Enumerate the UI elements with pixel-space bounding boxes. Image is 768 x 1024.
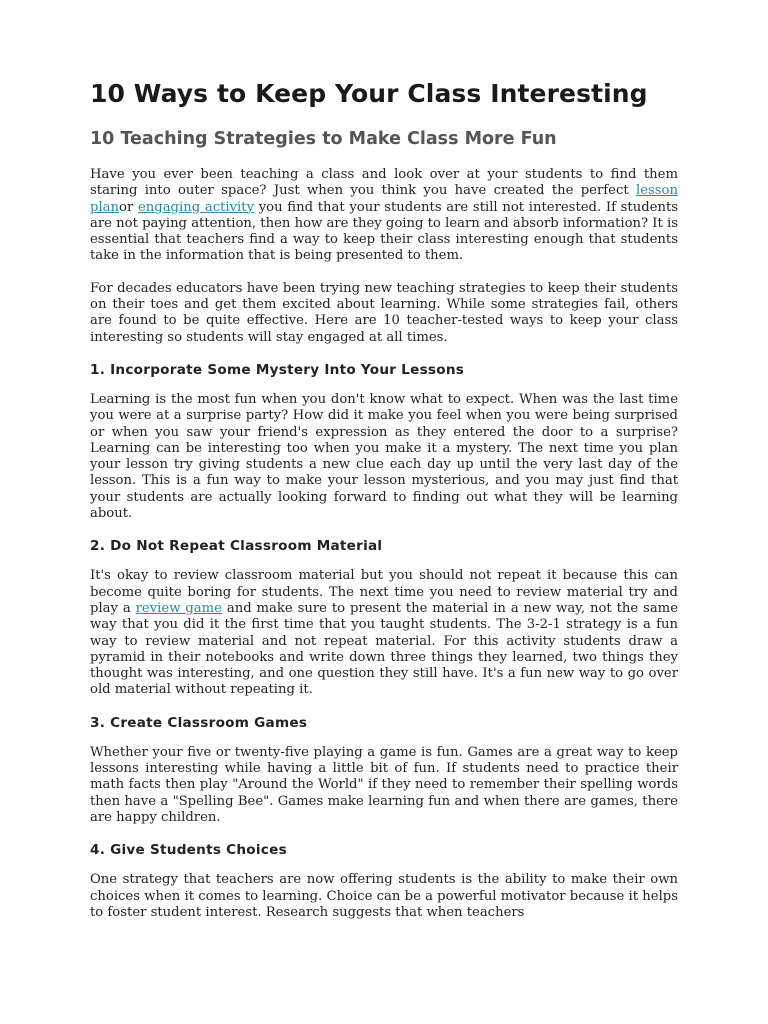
section-1-body: Learning is the most fun when you don't know what to expect. When was the last time you were at a surprise party? How did it make you feel when you were being surprised or when you saw your friend's expression as they entered the door to a surprise? Learning can be interesting too when you make it a mystery. The next time you plan your lesson try giving students a new clue each day up until the very last day of the lesson. This is a fun way to make your lesson mysterious, and you may just find that your students are actually looking forward to finding out what they will be learning about. (90, 391, 678, 522)
section-2-heading: 2. Do Not Repeat Classroom Material (90, 538, 383, 555)
engaging-activity-link[interactable]: engaging activity (137, 199, 255, 215)
lesson-plan-link[interactable]: lesson plan (90, 183, 678, 215)
section-2-text-2: and make sure to present the material in a new way, not the same way that you did it the first time that you taught students. The 3-2-1 strategy is a fun way to review material and not repeat material. For this activity students draw a pyramid in their notebooks and write down three things they learned, two things they thought was interesting, and one question they still have. It's a fun new way to go over old material without repeating it. (90, 600, 678, 698)
intro-text-2: or (119, 199, 138, 215)
intro-paragraph-1 (90, 167, 678, 265)
section-4-body: One strategy that teachers are now offering students is the ability to make their own choices when it comes to learning. Choice can be a powerful motivator because it helps to foster student interest. Research suggests that when teachers (90, 872, 678, 920)
page-title: 10 Ways to Keep Your Class Interesting (90, 79, 648, 108)
section-3-body: Whether your five or twenty-five playing a game is fun. Games are a great way to keep lessons interesting while having a little bit of fun. If students need to practice their math facts then play "Around the World" if they need to remember their spelling words then have a "Spelling Bee". Games make learning fun and when there are games, there are happy children. (90, 744, 678, 825)
article-content (90, 76, 678, 921)
section-2-body (90, 568, 678, 698)
section-3-heading: 3. Create Classroom Games (90, 714, 308, 731)
intro-paragraph-2: For decades educators have been trying new teaching strategies to keep their students on their toes and get them excited about learning. While some strategies fail, others are found to be quite effective. Here are 10 teacher-tested ways to keep your class interesting so students will stay engaged at all times. (90, 280, 678, 345)
page-subtitle: 10 Teaching Strategies to Make Class More Fun (90, 129, 557, 149)
section-4-heading: 4. Give Students Choices (90, 842, 287, 859)
review-game-link[interactable]: review game (135, 600, 222, 616)
intro-text-1: Have you ever been teaching a class and look over at your students to find them staring into outer space? Just when you think you have created the perfect (90, 167, 678, 199)
section-2-text-1: It's okay to review classroom material but you should not repeat it because this can become quite boring for students. The next time you need to review material try and play a (90, 568, 678, 616)
section-1-heading: 1. Incorporate Some Mystery Into Your Lessons (90, 361, 465, 378)
intro-text-3: you find that your students are still not interested. If students are not paying attention, then how are they going to learn and absorb information? It is essential that teachers find a way to keep their class interesting enough that students take in the information that is being presented to them. (90, 199, 679, 264)
